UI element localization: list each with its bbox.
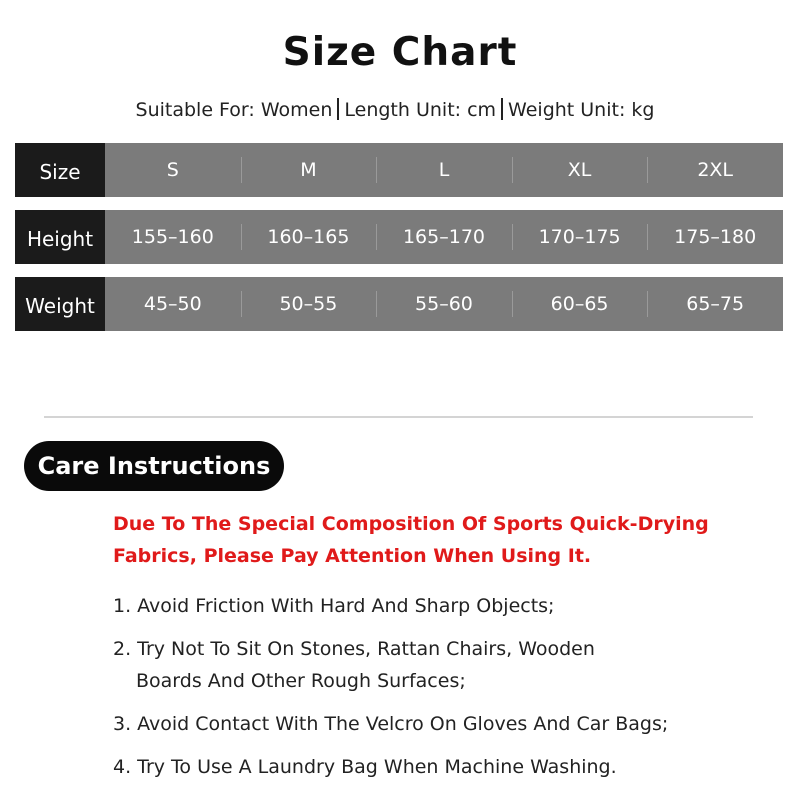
care-notice-line: Due To The Special Composition Of Sports Quick-Drying (113, 513, 709, 535)
size-cell: XL (512, 143, 648, 197)
height-cell: 165–170 (376, 210, 512, 264)
weight-cell: 45–50 (143, 293, 202, 315)
height-row-header: Height (15, 210, 105, 264)
weight-cell: 55–60 (376, 277, 512, 331)
size-cell: 2XL (647, 143, 783, 197)
list-item-text: Try To Use A Laundry Bag When Machine Washing. (137, 756, 617, 778)
list-item (113, 708, 783, 740)
size-cell: L (376, 143, 512, 197)
weight-row (15, 277, 783, 331)
list-item-text: Avoid Contact With The Velcro On Gloves And Car Bags; (137, 713, 669, 735)
list-item-text: Avoid Friction With Hard And Sharp Objects; (137, 595, 555, 617)
list-item-number: 4. (113, 756, 132, 778)
weight-unit-text: Weight Unit: kg (508, 99, 655, 121)
care-notice-line: Fabrics, Please Pay Attention When Using It. (113, 545, 592, 567)
section-divider (44, 416, 753, 418)
list-item-number: 1. (113, 595, 132, 617)
height-cell: 175–180 (647, 210, 783, 264)
care-instructions-list (113, 590, 783, 794)
size-chart-subtitle (0, 98, 790, 121)
weight-cell: 65–75 (647, 277, 783, 331)
height-cell: 160–165 (241, 210, 377, 264)
length-unit-text: Length Unit: cm (344, 99, 497, 121)
separator (337, 98, 339, 120)
list-item-text-continued: Boards And Other Rough Surfaces; (136, 670, 466, 692)
height-cell: 155–160 (131, 226, 214, 248)
list-item-number: 3. (113, 713, 132, 735)
separator (501, 98, 503, 120)
suitable-for-text: Suitable For: Women (135, 99, 333, 121)
care-instructions-heading: Care Instructions (24, 441, 284, 491)
height-row (15, 210, 783, 264)
size-row-header: Size (15, 143, 105, 197)
weight-row-header: Weight (15, 277, 105, 331)
list-item (113, 590, 783, 622)
list-item (113, 751, 783, 783)
care-notice (113, 508, 773, 572)
list-item-text: Try Not To Sit On Stones, Rattan Chairs, Wooden (137, 638, 595, 660)
size-cell: S (166, 159, 179, 181)
list-item (113, 633, 783, 697)
height-cell: 170–175 (512, 210, 648, 264)
page-title: Size Chart (282, 30, 518, 75)
weight-cell: 60–65 (512, 277, 648, 331)
size-row (15, 143, 783, 197)
weight-cell: 50–55 (241, 277, 377, 331)
size-cell: M (241, 143, 377, 197)
list-item-number: 2. (113, 638, 132, 660)
